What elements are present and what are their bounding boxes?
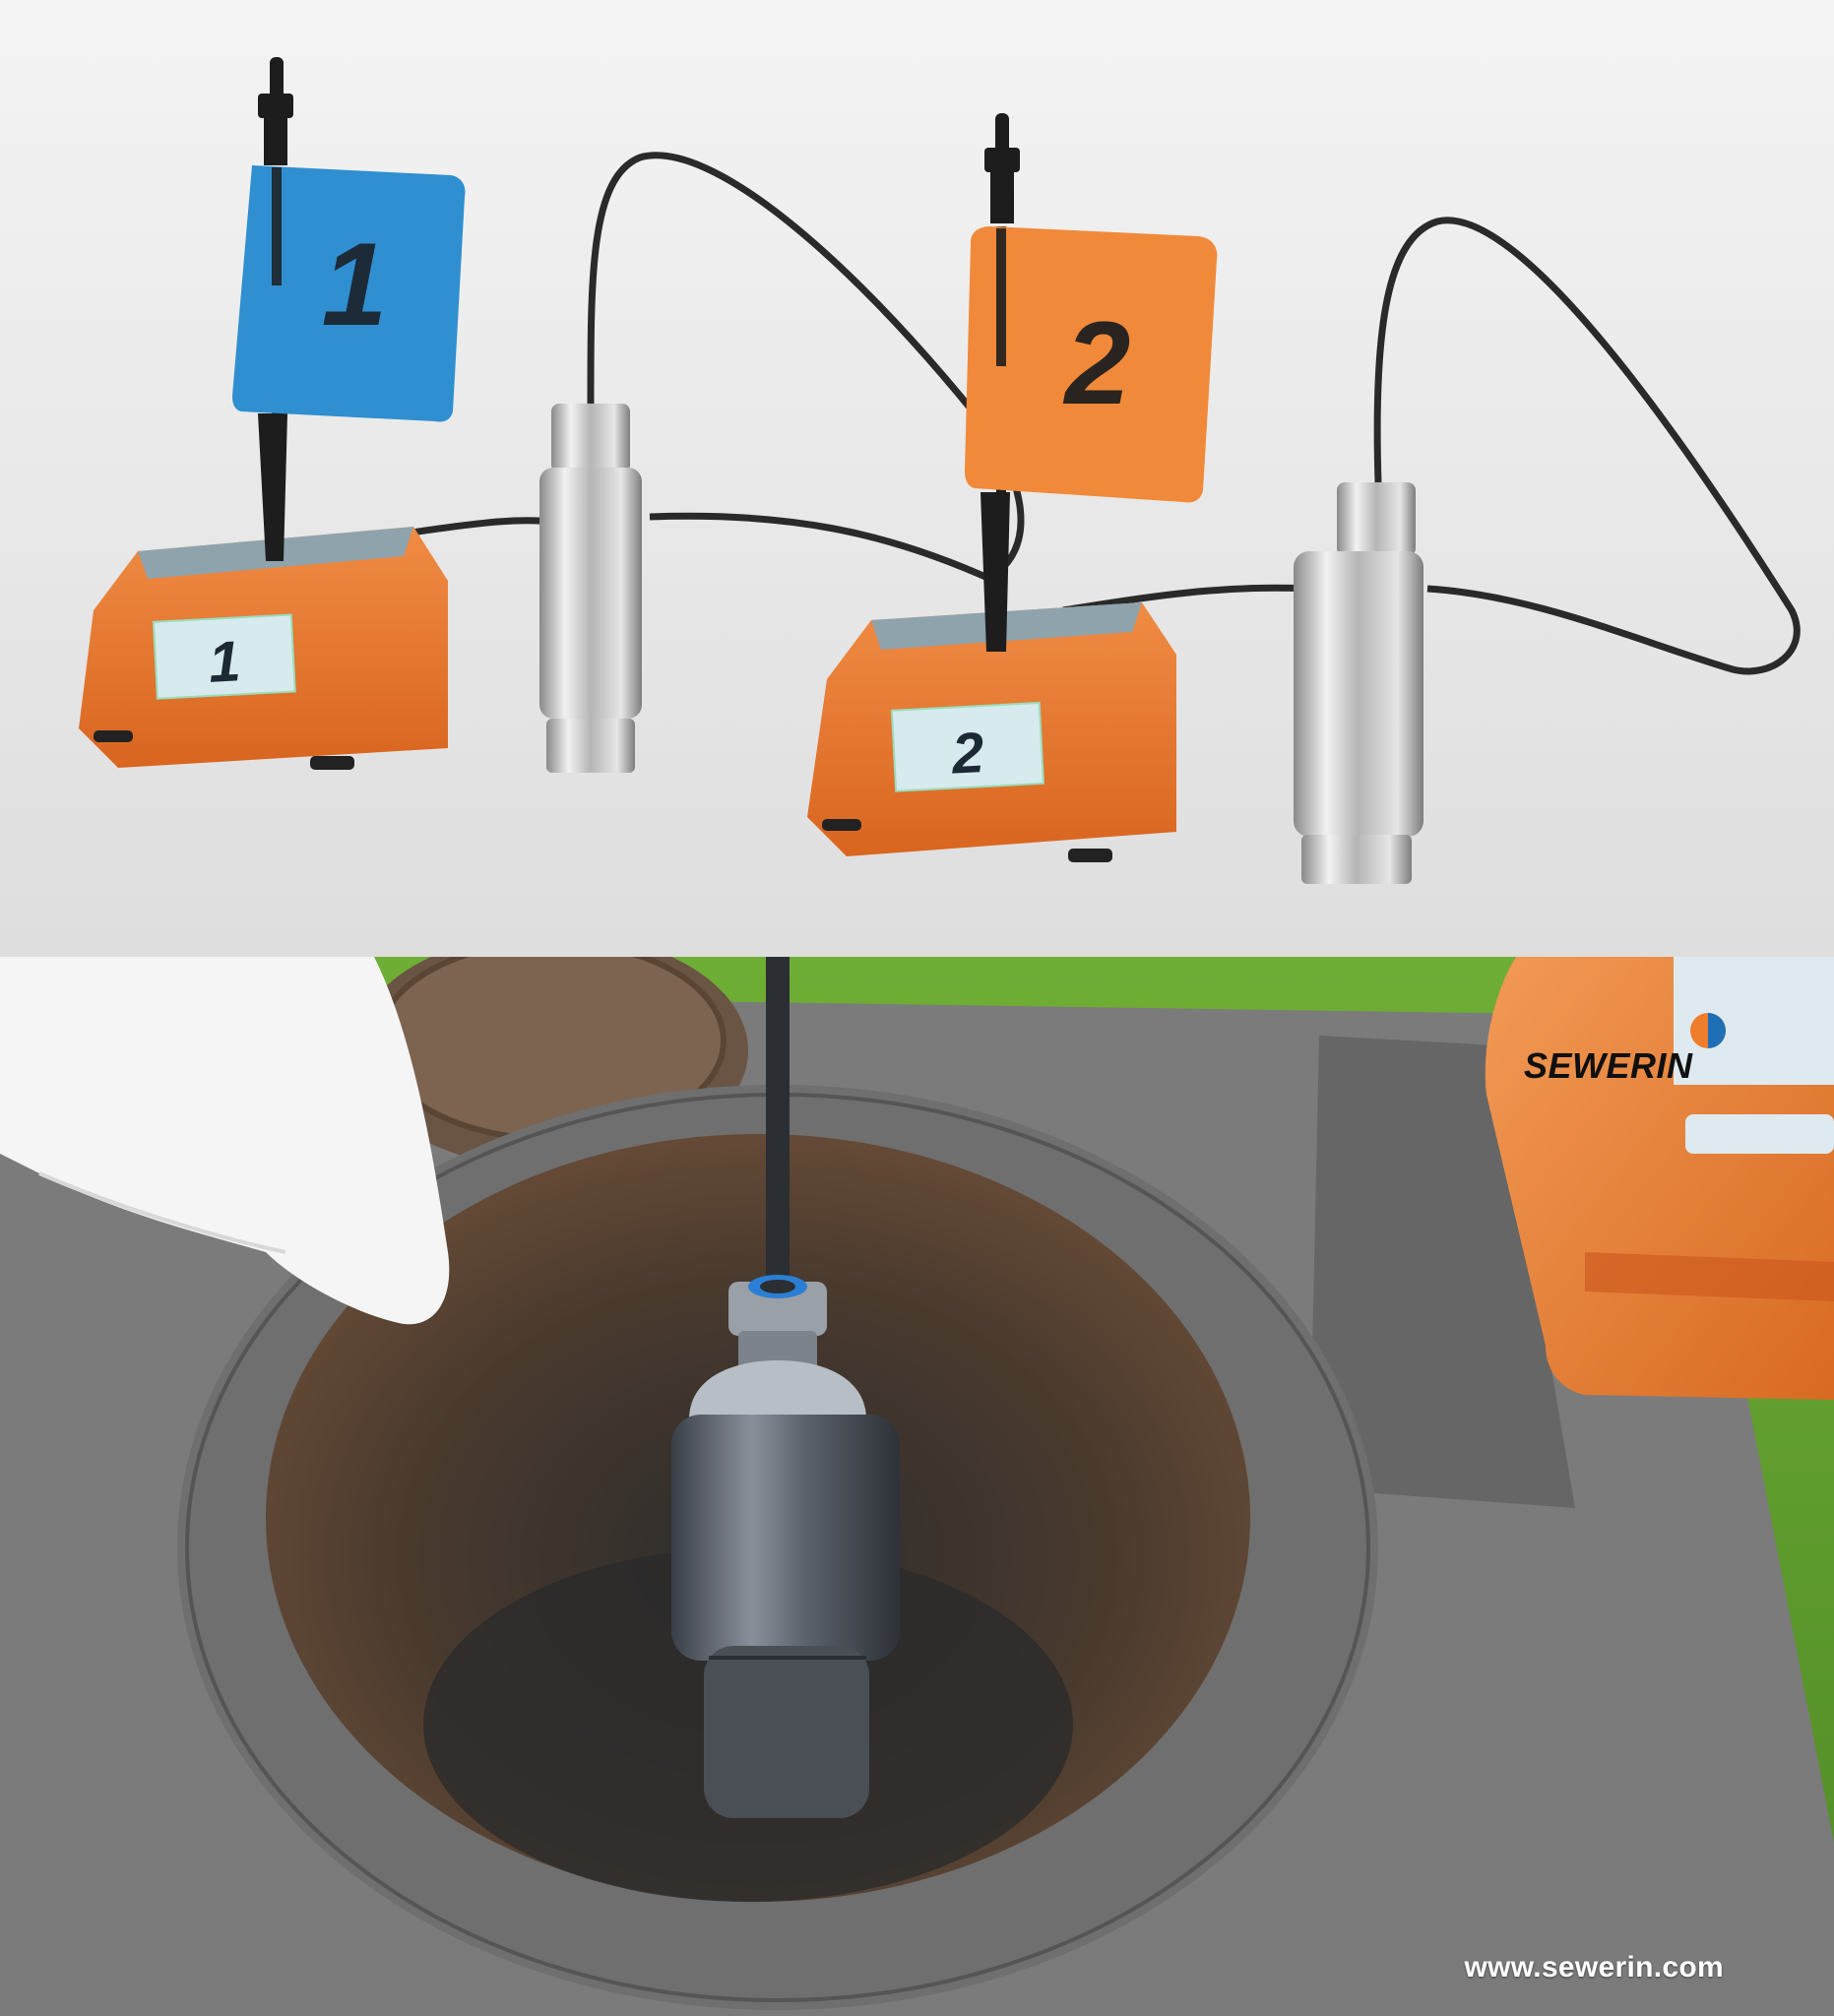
sensor-pairs-illustration [0, 0, 1834, 957]
flag-1-label: 1 [321, 219, 388, 350]
brand-logo-text: SEWERIN [1524, 1045, 1693, 1086]
website-url: www.sewerin.com [1464, 1951, 1724, 1984]
flag-2 [965, 226, 1217, 503]
bottom-illustration-panel [0, 957, 1834, 2016]
device-1-label: 1 [207, 629, 242, 695]
flag-2-label: 2 [1064, 297, 1131, 429]
sensor-1 [539, 404, 642, 773]
top-illustration-panel [0, 0, 1834, 957]
device-2-label: 2 [950, 721, 986, 787]
manhole-sensor-illustration [0, 957, 1834, 2016]
sensor-cable [766, 957, 790, 1292]
flag-1 [232, 165, 465, 422]
